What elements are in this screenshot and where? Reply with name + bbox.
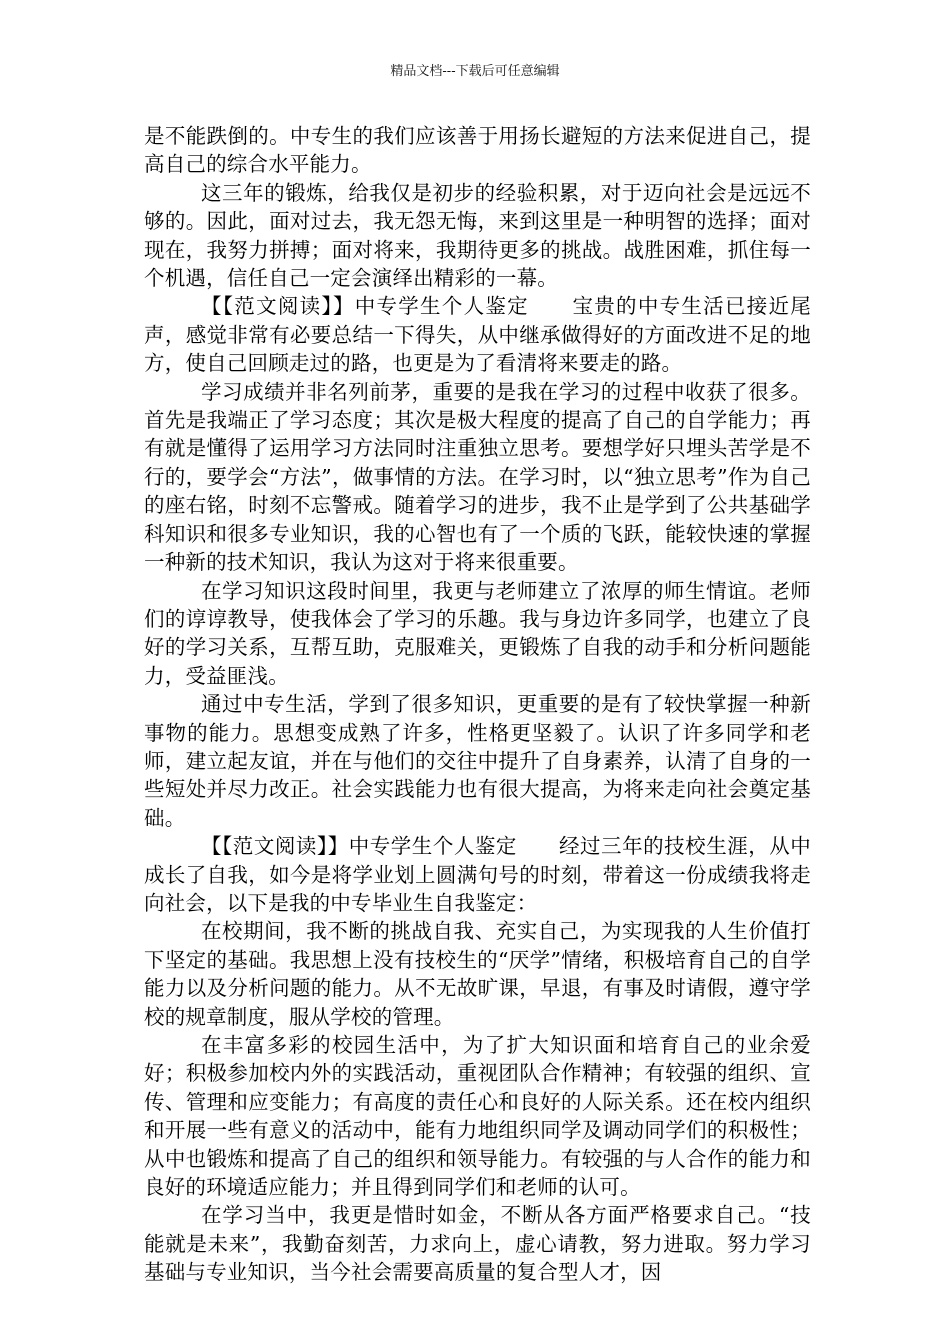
paragraph: 在学习知识这段时间里，我更与老师建立了浓厚的师生情谊。老师们的谆谆教导，使我体会了学习的乐趣。我与身边许多同学，也建立了良好的学习关系，互帮互助，克服难关，更锻炼了自我的动手和分析问题能力，受益匪浅。 [144, 578, 811, 688]
paragraph: 在校期间，我不断的挑战自我、充实自己，为实现我的人生价值打下坚定的基础。我思想上没有技校生的“厌学”情绪，积极培育自己的自学能力以及分析问题的能力。从不无故旷课，早退，有事及时请假，遵守学校的规章制度，服从学校的管理。 [144, 919, 811, 1029]
paragraph: 在丰富多彩的校园生活中，为了扩大知识面和培育自己的业余爱好；积极参加校内外的实践活动，重视团队合作精神；有较强的组织、宣传、管理和应变能力；有高度的责任心和良好的人际关系。还在校内组织和开展一些有意义的活动中，能有力地组织同学及调动同学们的积极性；从中也锻炼和提高了自己的组织和领导能力。有较强的与人合作的能力和良好的环境适应能力；并且得到同学们和老师的认可。 [144, 1033, 811, 1200]
paragraph: 是不能跌倒的。中专生的我们应该善于用扬长避短的方法来促进自己，提高自己的综合水平能力。 [144, 124, 811, 177]
paragraph: 学习成绩并非名列前茅，重要的是我在学习的过程中收获了很多。首先是我端正了学习态度；其次是极大程度的提高了自己的自学能力；再有就是懂得了运用学习方法同时注重独立思考。要想学好只埋头苦学是不行的，要学会“方法”，做事情的方法。在学习时，以“独立思考”作为自己的座右铭，时刻不忘警戒。随着学习的进步，我不止是学到了公共基础学科知识和很多专业知识，我的心智也有了一个质的飞跃，能较快速的掌握一种新的技术知识，我认为这对于将来很重要。 [144, 379, 811, 575]
paragraph: 这三年的锻炼，给我仅是初步的经验积累，对于迈向社会是远远不够的。因此，面对过去，我无怨无悔，来到这里是一种明智的选择；面对现在，我努力拼搏；面对将来，我期待更多的挑战。战胜困难，抓住每一个机遇，信任自己一定会演绎出精彩的一幕。 [144, 180, 811, 291]
page-header: 精品文档---下载后可任意编辑 [390, 64, 560, 79]
paragraph: 在学习当中，我更是惜时如金，不断从各方面严格要求自己。“技能就是未来”，我勤奋刻苦，力求向上，虚心请教，努力进取。努力学习基础与专业知识，当今社会需要高质量的复合型人才，因 [144, 1203, 811, 1285]
document-body [144, 122, 811, 1287]
paragraph: 【【范文阅读】】中专学生个人鉴定 宝贵的中专生活已接近尾声，感觉非常有必要总结一下得失，从中继承做得好的方面改进不足的地方，使自己回顾走过的路，也更是为了看清将来要走的路。 [144, 294, 811, 376]
paragraph: 【【范文阅读】】中专学生个人鉴定 经过三年的技校生涯，从中成长了自我，如今是将学业划上圆满句号的时刻，带着这一份成绩我将走向社会，以下是我的中专毕业生自我鉴定： [144, 834, 811, 915]
paragraph: 通过中专生活，学到了很多知识，更重要的是有了较快掌握一种新事物的能力。思想变成熟了许多，性格更坚毅了。认识了许多同学和老师，建立起友谊，并在与他们的交往中提升了自身素养，认清了自身的一些短处并尽力改正。社会实践能力也有很大提高，为将来走向社会奠定基础。 [144, 692, 811, 830]
